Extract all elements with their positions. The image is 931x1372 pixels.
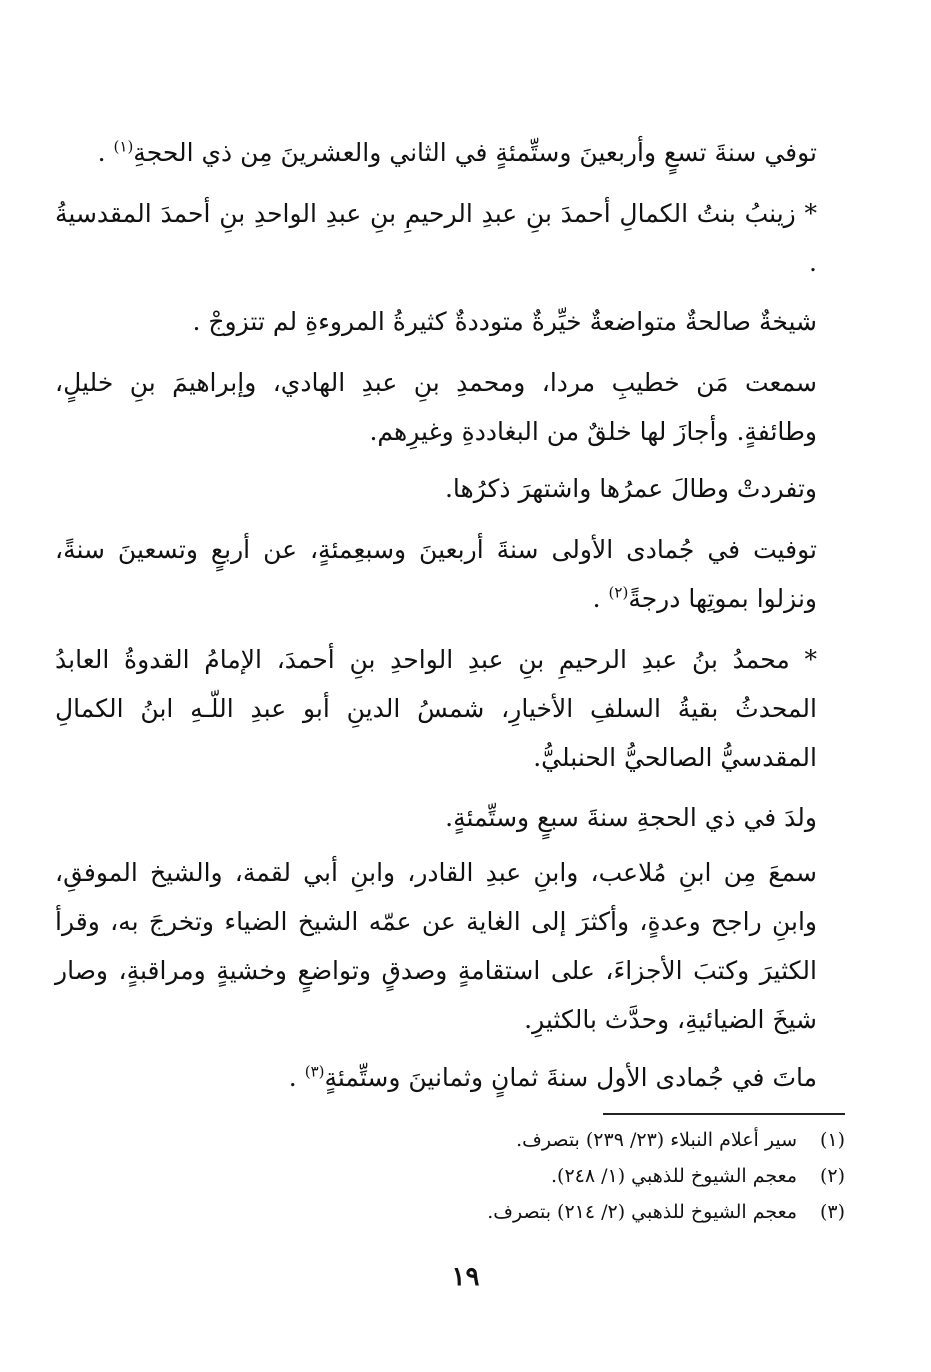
footnote-text: معجم الشيوخ للذهبي (١/ ٢٤٨). — [550, 1165, 797, 1187]
paragraph-death-zaynab — [55, 525, 845, 623]
paragraph-description — [55, 297, 845, 346]
paragraph-fame — [55, 464, 845, 513]
paragraph-tail: . — [97, 138, 114, 167]
footnote-text: معجم الشيوخ للذهبي (٢/ ٢١٤) بتصرف. — [487, 1201, 797, 1223]
paragraph-text: وتفردتْ وطالَ عمرُها واشتهرَ ذكرُها. — [444, 474, 817, 503]
paragraph-teachers — [55, 358, 845, 456]
paragraph-text: سمعت مَن خطيبِ مردا، ومحمدِ بنِ عبدِ الهادي، وإبراهيمَ بنِ خليلٍ، وطائفةٍ. وأجازَ لها خلقٌ من البغاددةِ وغيرِهم. — [55, 368, 817, 446]
paragraph-death-date — [55, 128, 845, 177]
footnote-number: (٣) — [819, 1201, 845, 1223]
paragraph-text: * زينبُ بنتُ الكمالِ أحمدَ بنِ عبدِ الرحيمِ بنِ عبدِ الواحدِ بنِ أحمدَ المقدسيةُ . — [55, 199, 817, 277]
entry-heading-muhammad — [55, 635, 845, 782]
paragraph-text: شيخةٌ صالحةٌ متواضعةٌ خيِّرةٌ متوددةٌ كثيرةُ المروءةِ لم تتزوجْ . — [192, 307, 817, 336]
footnote-1 — [83, 1122, 845, 1158]
footnote-ref-1[interactable]: (١) — [113, 137, 134, 156]
paragraph-text: ولدَ في ذي الحجةِ سنةَ سبعٍ وستِّمئةٍ. — [445, 803, 817, 832]
paragraph-tail: . — [288, 1063, 305, 1092]
footnote-divider — [603, 1113, 845, 1115]
footnote-number: (١) — [819, 1129, 845, 1151]
footnote-number: (٢) — [819, 1165, 845, 1187]
footnotes-section — [83, 1122, 845, 1230]
paragraph-text: ماتَ في جُمادى الأول سنةَ ثمانٍ وثمانينَ وستِّمئةٍ — [324, 1063, 817, 1092]
paragraph-death-muhammad — [55, 1053, 845, 1102]
paragraph-tail: . — [592, 584, 609, 613]
paragraph-birth — [55, 793, 845, 842]
paragraph-text: * محمدُ بنُ عبدِ الرحيمِ بنِ عبدِ الواحدِ بنِ أحمدَ، الإمامُ القدوةُ العابدُ المحدثُ بقيةُ السلفِ الأخيارِ، شمسُ الدينِ أبو عبدِ اللّـهِ ابنُ الكمالِ المقدسيُّ الصالحيُّ الحنبليُّ. — [55, 645, 817, 772]
page-number: ١٩ — [451, 1262, 480, 1292]
footnote-text: سير أعلام النبلاء (٢٣/ ٢٣٩) بتصرف. — [516, 1129, 797, 1151]
paragraph-text: توفي سنةَ تسعٍ وأربعينَ وستِّمئةٍ في الثاني والعشرينَ مِن ذي الحجةِ — [133, 138, 817, 167]
footnote-ref-2[interactable]: (٢) — [608, 583, 629, 602]
paragraph-text: توفيت في جُمادى الأولى سنةَ أربعينَ وسبعِمئةٍ، عن أربعٍ وتسعينَ سنةً، ونزلوا بموتِها درجةً — [55, 535, 817, 613]
paragraph-text: سمعَ مِن ابنِ مُلاعب، وابنِ عبدِ القادر، وابنِ أبي لقمة، والشيخ الموفقِ، وابنِ راجح وعدةٍ، وأكثرَ إلى الغاية عن عمّه الشيخ الضياء وتخرجَ به، وقرأ الكثيرَ وكتبَ الأجزاءَ، على استقامةٍ وصدقٍ وتواضعٍ وخشيةٍ ومراقبةٍ، وصار شيخَ الضيائيةِ، وحدَّث بالكثيرِ. — [55, 858, 817, 1034]
footnote-ref-3[interactable]: (٣) — [304, 1062, 325, 1081]
entry-heading-zaynab — [55, 189, 845, 287]
paragraph-scholarship — [55, 848, 845, 1044]
footnote-2 — [83, 1158, 845, 1194]
footnote-3 — [83, 1194, 845, 1230]
